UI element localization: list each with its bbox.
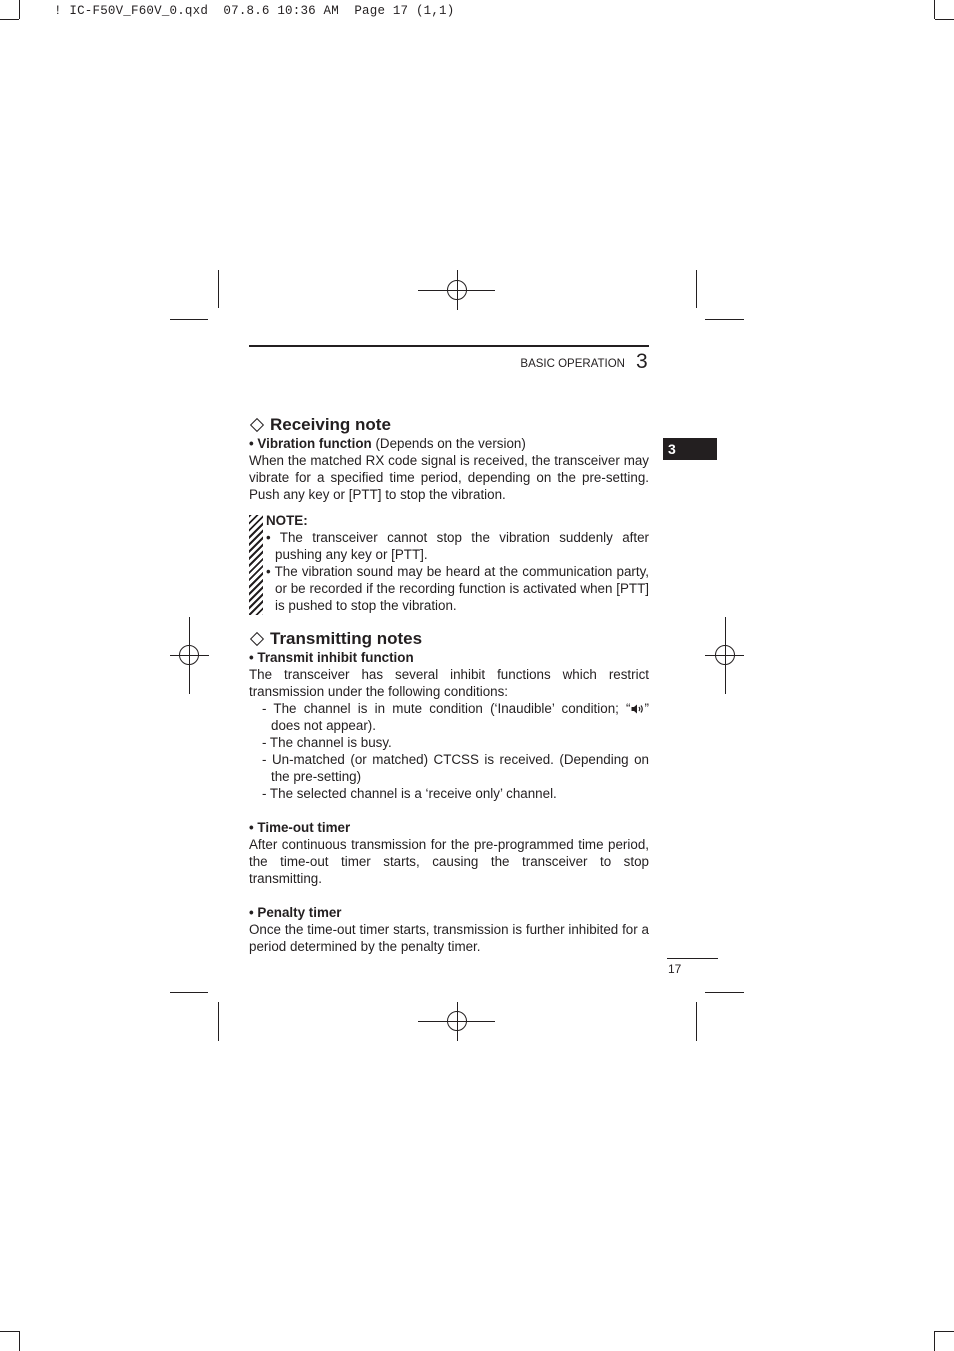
section-label: BASIC OPERATION (520, 358, 625, 370)
section-number: 3 (636, 350, 648, 373)
diamond-icon (250, 632, 264, 646)
diamond-icon (250, 418, 264, 432)
vibration-body: When the matched RX code signal is received, the transceiver may vibrate for a specified time period, depending on the pre-setting. Push any key or [PTT] to stop the vibration. (249, 453, 649, 502)
condition-item: - The selected channel is a ‘receive only’ channel. (262, 786, 557, 801)
chapter-tab (663, 438, 717, 460)
note-title: NOTE: (266, 513, 308, 528)
page-number-rule (667, 958, 718, 959)
file-slug: ! IC-F50V_F60V_0.qxd 07.8.6 10:36 AM Page 17 (1,1) (54, 4, 455, 18)
condition-item: - Un-matched (or matched) CTCSS is received. (Depending on the pre-setting) (262, 752, 649, 784)
inhibit-body: The transceiver has several inhibit functions which restrict transmission under the following conditions: (249, 667, 649, 699)
speaker-icon (631, 704, 645, 714)
timeout-label: • Time-out timer (249, 820, 351, 835)
vibration-bullet: • Vibration function (Depends on the version) (249, 436, 526, 451)
condition-item: - The channel is in mute condition (‘Inaudible’ condition; “ ” does not appear). (262, 701, 649, 733)
note-item: • The vibration sound may be heard at the communication party, or be recorded if the recording function is activated when [PTT] is pushed to stop the vibration. (266, 564, 649, 613)
penalty-label: • Penalty timer (249, 905, 342, 920)
inhibit-label: • Transmit inhibit function (249, 650, 414, 665)
chapter-tab-label: 3 (668, 441, 676, 457)
note-block (249, 512, 649, 614)
page-number: 17 (668, 962, 682, 976)
note-hatch-icon (249, 515, 263, 615)
transmitting-heading: Transmitting notes (249, 629, 649, 649)
condition-item: - The channel is busy. (262, 735, 392, 750)
receiving-section (249, 415, 649, 503)
header-rule (249, 345, 649, 347)
receiving-heading: Receiving note (249, 415, 649, 435)
timeout-body: After continuous transmission for the pre-programmed time period, the time-out timer starts, causing the transceiver to stop transmitting. (249, 837, 649, 886)
note-item: • The transceiver cannot stop the vibration suddenly after pushing any key or [PTT]. (266, 530, 649, 562)
penalty-body: Once the time-out timer starts, transmission is further inhibited for a period determined by the penalty timer. (249, 922, 649, 954)
transmitting-section (249, 629, 649, 955)
